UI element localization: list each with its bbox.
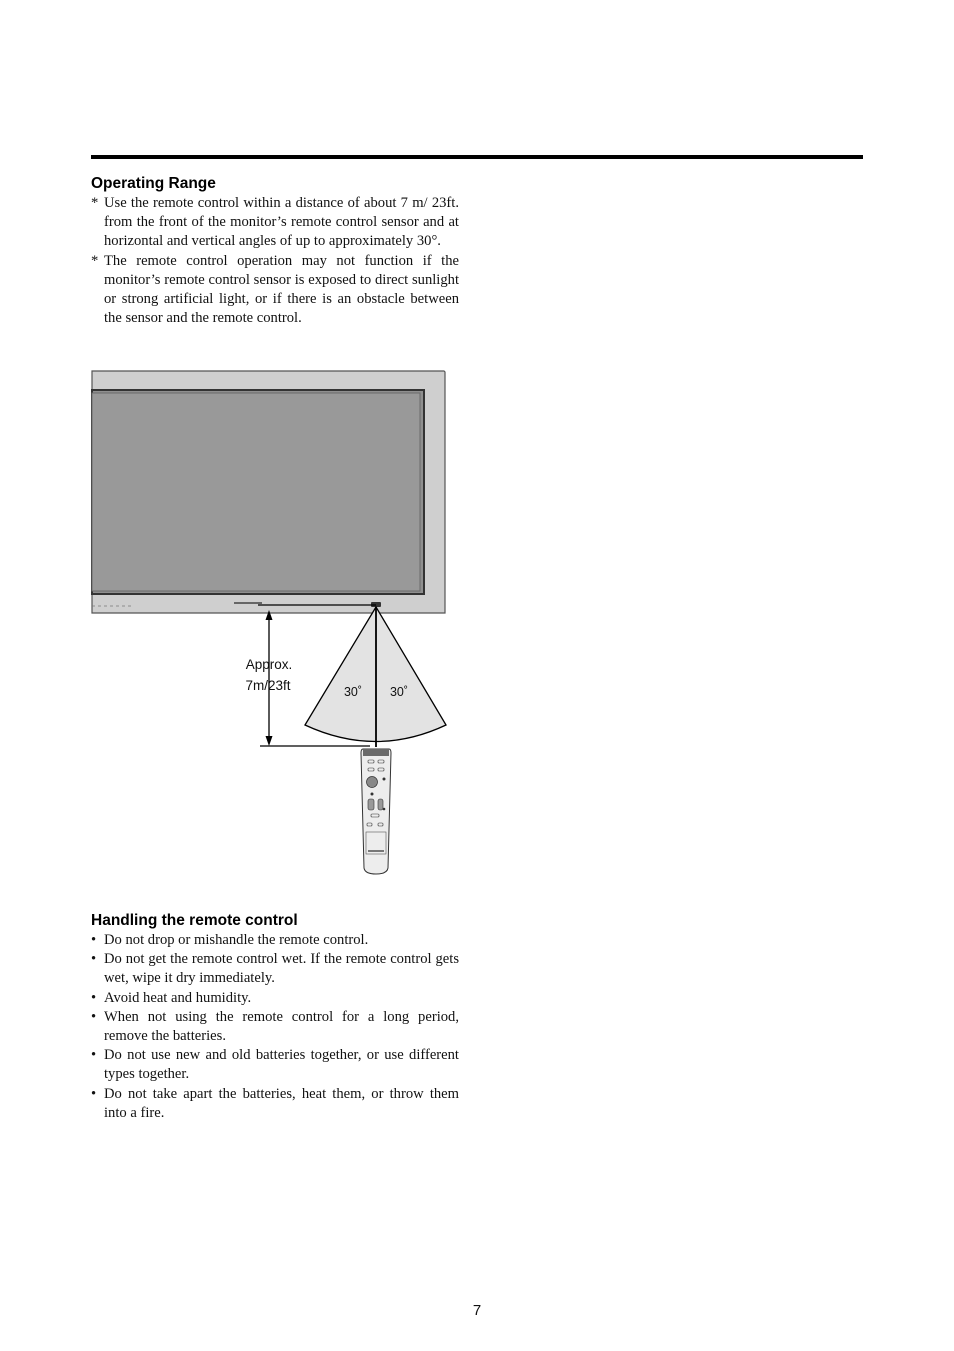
- operating-range-list: [91, 194, 459, 328]
- handling-heading: Handling the remote control: [91, 912, 298, 929]
- list-item-text: Do not take apart the batteries, heat them, or throw them into a fire.: [104, 1085, 459, 1121]
- operating-range-heading: Operating Range: [91, 175, 216, 192]
- list-item: [91, 252, 459, 329]
- bullet-marker: •: [91, 1085, 97, 1102]
- page-number: 7: [472, 1302, 482, 1319]
- bullet-marker: •: [91, 1047, 97, 1064]
- list-item-text: Avoid heat and humidity.: [104, 989, 252, 1006]
- list-item: [91, 1085, 459, 1123]
- asterisk-marker: *: [91, 195, 99, 211]
- remote-control-illustration: [361, 749, 391, 874]
- distance-label-line1: Approx.: [245, 657, 293, 672]
- list-item: [91, 931, 459, 950]
- list-item: [91, 1008, 459, 1046]
- list-item-text: Use the remote control within a distance of about 7 m/ 23ft. from the front of the monitor’s remote control sensor and at horizontal and vertical angles of up to approximately 30°.: [104, 195, 459, 250]
- handling-list: [91, 931, 459, 1123]
- monitor-illustration: [92, 371, 445, 613]
- list-item: [91, 194, 459, 252]
- list-item-text: Do not get the remote control wet. If the remote control gets wet, wipe it dry immediately.: [104, 951, 459, 987]
- list-item: [91, 1046, 459, 1084]
- bullet-marker: •: [91, 932, 97, 948]
- angle-label-left: 30˚: [343, 685, 363, 699]
- asterisk-marker: *: [91, 252, 99, 269]
- top-rule: [91, 155, 863, 159]
- bullet-marker: •: [91, 1008, 97, 1025]
- list-item: [91, 989, 459, 1008]
- distance-label-line2: 7m/23ft: [245, 678, 291, 693]
- bullet-marker: •: [91, 989, 97, 1006]
- angle-label-right: 30˚: [389, 685, 409, 699]
- list-item-text: The remote control operation may not function if the monitor’s remote control sensor is exposed to direct sunlight or strong artificial light, or if there is an obstacle between the sensor and the remote control.: [104, 252, 459, 327]
- list-item-text: Do not drop or mishandle the remote control.: [104, 932, 369, 948]
- list-item-text: When not using the remote control for a long period, remove the batteries.: [104, 1008, 459, 1045]
- bullet-marker: •: [91, 951, 97, 968]
- list-item: [91, 950, 459, 988]
- list-item-text: Do not use new and old batteries together, or use different types together.: [104, 1047, 459, 1083]
- operating-range-figure: [88, 366, 458, 882]
- reception-cone: [305, 607, 446, 747]
